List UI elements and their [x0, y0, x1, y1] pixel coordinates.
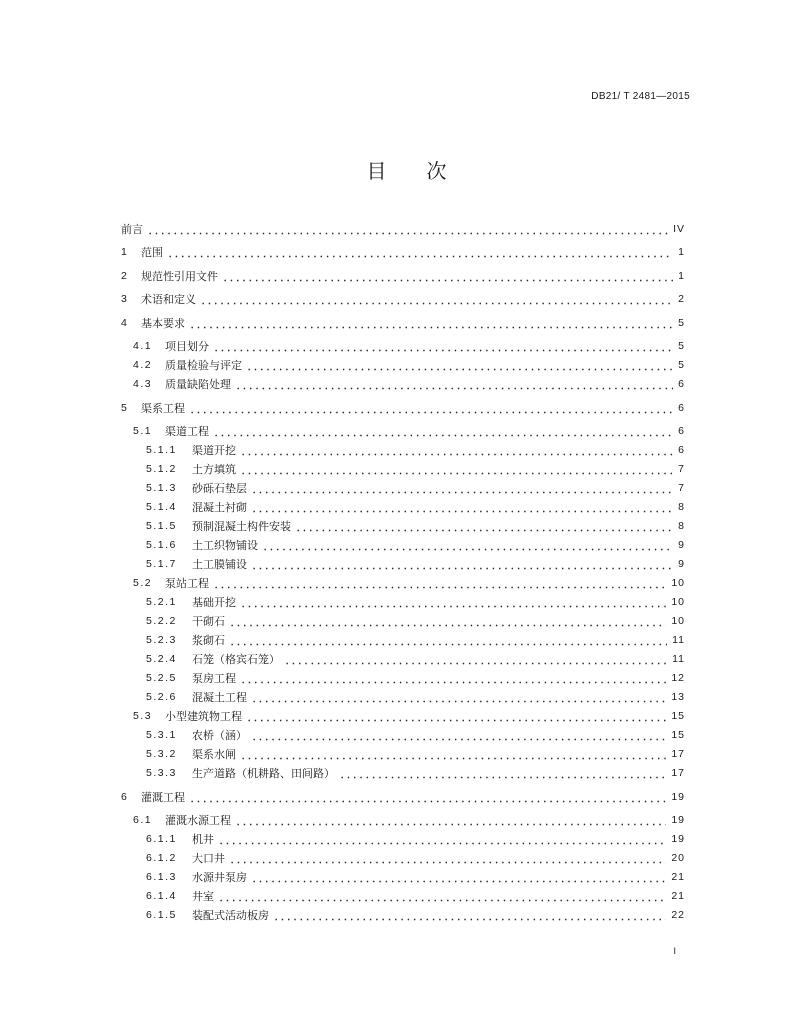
toc-entry-page: 8 [678, 501, 685, 513]
toc-entry-number: 5.2.1 [146, 596, 177, 608]
toc-entry-page: 5 [678, 340, 685, 352]
toc-entry-page: 11 [672, 653, 685, 665]
toc-dot-leader [246, 356, 673, 375]
toc-entry-number: 4.2 [133, 359, 153, 371]
toc-entry-page: 15 [671, 729, 685, 741]
toc-entry-title: 砂砾石垫层 [192, 482, 247, 495]
toc-entry-number: 2 [121, 269, 129, 282]
toc-entry-title: 基础开挖 [192, 596, 236, 609]
toc-dot-leader [189, 788, 666, 807]
toc-entry [121, 356, 684, 375]
toc-entry [121, 788, 684, 807]
toc-entry-number: 5.3.1 [146, 729, 177, 741]
page-number-footer: I [673, 946, 676, 956]
toc-entry-page: 1 [678, 269, 685, 282]
toc-entry-page: 1 [678, 246, 685, 258]
toc-entry-number: 6.1.4 [146, 890, 177, 902]
toc-dot-leader [222, 267, 673, 286]
toc-entry-number: 5.1 [133, 425, 153, 437]
toc-entry [121, 574, 684, 593]
toc-entry [121, 906, 684, 925]
toc-dot-leader [200, 290, 673, 309]
toc-entry [121, 764, 684, 783]
toc-entry-number: 5.1.6 [146, 539, 177, 551]
toc-entry-title: 灌溉水源工程 [165, 814, 231, 827]
toc-entry [121, 669, 684, 688]
toc-entry-number: 6.1.1 [146, 833, 177, 845]
toc-entry [121, 726, 684, 745]
toc-dot-leader [240, 669, 666, 688]
toc-entry-page: 11 [672, 634, 685, 646]
toc-entry [121, 612, 684, 631]
toc-entry-number: 4.3 [133, 378, 153, 390]
toc-entry-title: 规范性引用文件 [141, 269, 218, 283]
toc-entry-title: 混凝土工程 [192, 691, 247, 704]
toc-entry [121, 337, 684, 356]
toc-entry-title: 浆砌石 [192, 634, 225, 647]
toc-entry-page: 2 [678, 293, 685, 305]
toc-entry-number: 6.1.3 [146, 871, 177, 883]
toc-dot-leader [251, 479, 673, 498]
toc-entry-page: 12 [671, 672, 685, 684]
toc-dot-leader [273, 906, 666, 925]
toc-entry-page: 9 [678, 539, 685, 551]
toc-entry [121, 479, 684, 498]
toc-dot-leader [251, 726, 666, 745]
toc-dot-leader [218, 887, 666, 906]
toc-entry [121, 290, 684, 309]
toc-entry [121, 745, 684, 764]
toc-entry-page: 15 [671, 710, 685, 722]
toc-entry-number: 5.2.3 [146, 634, 177, 646]
toc-dot-leader [262, 536, 673, 555]
toc-entry [121, 422, 684, 441]
toc-entry-title: 土方填筑 [192, 463, 236, 476]
toc-entry-number: 6.1 [133, 814, 153, 826]
toc-entry-title: 渠系水闸 [192, 748, 236, 761]
toc-entry-page: 5 [678, 316, 685, 329]
toc-entry-title: 小型建筑物工程 [165, 710, 242, 723]
toc-entry-title: 井室 [192, 890, 214, 903]
toc-entry-title: 前言 [121, 222, 143, 236]
toc-entry-page: 7 [678, 482, 685, 494]
toc-dot-leader [251, 555, 673, 574]
toc-entry-number: 3 [121, 293, 129, 305]
toc-entry-page: 5 [678, 359, 685, 371]
toc-entry-page: 10 [671, 615, 685, 627]
toc-dot-leader [251, 498, 673, 517]
toc-entry-number: 5.2.4 [146, 653, 177, 665]
toc-entry-page: IV [673, 222, 685, 235]
toc-entry-number: 5.1.4 [146, 501, 177, 513]
toc-entry-number: 1 [121, 246, 129, 258]
toc-dot-leader [240, 593, 666, 612]
toc-entry-page: 10 [671, 596, 685, 608]
toc-entry-page: 21 [671, 871, 685, 883]
toc-dot-leader [240, 460, 673, 479]
toc-entry-number: 4 [121, 316, 129, 329]
toc-entry-number: 5.2.6 [146, 691, 177, 703]
toc-entry-page: 10 [671, 577, 685, 589]
toc-entry-title: 混凝土衬砌 [192, 501, 247, 514]
toc-entry-number: 5.1.7 [146, 558, 177, 570]
toc-entry-number: 6.1.5 [146, 909, 177, 921]
standard-code-header: DB21/ T 2481—2015 [591, 91, 690, 102]
toc-dot-leader [147, 220, 668, 239]
toc-entry [121, 830, 684, 849]
toc-entry-number: 5.3.3 [146, 767, 177, 779]
toc-entry-page: 6 [678, 425, 685, 437]
toc-dot-leader [284, 650, 667, 669]
toc-entry-title: 渠系工程 [141, 401, 185, 415]
toc-entry [121, 707, 684, 726]
toc-entry [121, 267, 684, 286]
toc-entry-page: 21 [671, 890, 685, 902]
toc-entry-page: 8 [678, 520, 685, 532]
toc-dot-leader [213, 422, 673, 441]
toc-entry-page: 17 [671, 767, 685, 779]
toc-entry-page: 6 [678, 378, 685, 390]
toc-dot-leader [246, 707, 666, 726]
toc-entry-page: 17 [671, 748, 685, 760]
toc-entry-number: 5.1.1 [146, 444, 177, 456]
toc-entry [121, 314, 684, 333]
toc-dot-leader [240, 441, 673, 460]
toc-dot-leader [339, 764, 666, 783]
toc-entry-title: 渠道开挖 [192, 444, 236, 457]
toc-entry-number: 5.2 [133, 577, 153, 589]
toc-entry [121, 631, 684, 650]
toc-dot-leader [295, 517, 673, 536]
toc-dot-leader [251, 868, 666, 887]
toc-dot-leader [189, 314, 673, 333]
toc-entry-title: 基本要求 [141, 316, 185, 330]
toc-entry-title: 农桥（涵） [192, 729, 247, 742]
toc-entry-number: 5.1.3 [146, 482, 177, 494]
toc-entry-title: 机井 [192, 833, 214, 846]
toc-entry-title: 质量检验与评定 [165, 359, 242, 372]
toc-entry-title: 石笼（格宾石笼） [192, 653, 280, 666]
toc-entry-number: 5.1.2 [146, 463, 177, 475]
toc-entry-number: 5.3.2 [146, 748, 177, 760]
toc-entry [121, 460, 684, 479]
toc-dot-leader [229, 612, 666, 631]
toc-entry-title: 装配式活动板房 [192, 909, 269, 922]
toc-entry-title: 项目划分 [165, 340, 209, 353]
toc-entry-title: 范围 [141, 246, 163, 259]
toc-entry-number: 5.1.5 [146, 520, 177, 532]
toc-entry-page: 9 [678, 558, 685, 570]
toc-entry-number: 4.1 [133, 340, 153, 352]
toc-dot-leader [229, 631, 667, 650]
toc-entry [121, 887, 684, 906]
toc-dot-leader [240, 745, 666, 764]
toc-dot-leader [251, 688, 666, 707]
toc-entry [121, 220, 684, 239]
toc-entry-page: 20 [671, 852, 685, 864]
toc-entry [121, 243, 684, 262]
toc-entry [121, 868, 684, 887]
toc-entry-page: 6 [678, 444, 685, 456]
toc-entry [121, 536, 684, 555]
toc-entry [121, 375, 684, 394]
toc-entry [121, 688, 684, 707]
toc-entry-number: 5.3 [133, 710, 153, 722]
toc-entry-page: 19 [671, 790, 685, 803]
toc-entry-page: 7 [678, 463, 685, 475]
toc-entry-page: 19 [671, 814, 685, 826]
toc-entry-title: 生产道路（机耕路、田间路） [192, 767, 335, 780]
toc-entry-title: 泵房工程 [192, 672, 236, 685]
toc-dot-leader [213, 574, 666, 593]
toc-entry [121, 517, 684, 536]
toc-entry-number: 5.2.2 [146, 615, 177, 627]
toc-entry [121, 811, 684, 830]
toc-entry-title: 干砌石 [192, 615, 225, 628]
toc-entry [121, 555, 684, 574]
toc-dot-leader [235, 375, 673, 394]
toc-dot-leader [189, 399, 673, 418]
toc-entry-title: 土工膜铺设 [192, 558, 247, 571]
toc-entry-title: 预制混凝土构件安装 [192, 520, 291, 533]
toc-dot-leader [235, 811, 666, 830]
toc-entry-title: 灌溉工程 [141, 790, 185, 804]
page-title: 目 次 [366, 159, 447, 183]
toc-entry-title: 水源井泵房 [192, 871, 247, 884]
toc-entry-page: 22 [671, 909, 685, 921]
toc-dot-leader [218, 830, 666, 849]
toc-entry-title: 大口井 [192, 852, 225, 865]
toc-entry [121, 593, 684, 612]
toc-dot-leader [229, 849, 666, 868]
toc-entry-page: 6 [678, 401, 685, 414]
toc-entry [121, 498, 684, 517]
toc-entry [121, 849, 684, 868]
toc-dot-leader [213, 337, 673, 356]
toc-entry-title: 土工织物铺设 [192, 539, 258, 552]
toc-entry-title: 泵站工程 [165, 577, 209, 590]
toc-entry-number: 5.2.5 [146, 672, 177, 684]
toc-entry-number: 5 [121, 401, 129, 414]
toc-entry-title: 渠道工程 [165, 425, 209, 438]
table-of-contents [121, 215, 684, 925]
toc-entry [121, 441, 684, 460]
toc-entry-title: 术语和定义 [141, 293, 196, 306]
toc-entry [121, 650, 684, 669]
toc-entry-number: 6.1.2 [146, 852, 177, 864]
toc-entry-number: 6 [121, 790, 129, 803]
toc-entry-page: 19 [671, 833, 685, 845]
toc-entry-page: 13 [671, 691, 685, 703]
toc-entry-title: 质量缺陷处理 [165, 378, 231, 391]
toc-dot-leader [167, 243, 673, 262]
toc-entry [121, 399, 684, 418]
